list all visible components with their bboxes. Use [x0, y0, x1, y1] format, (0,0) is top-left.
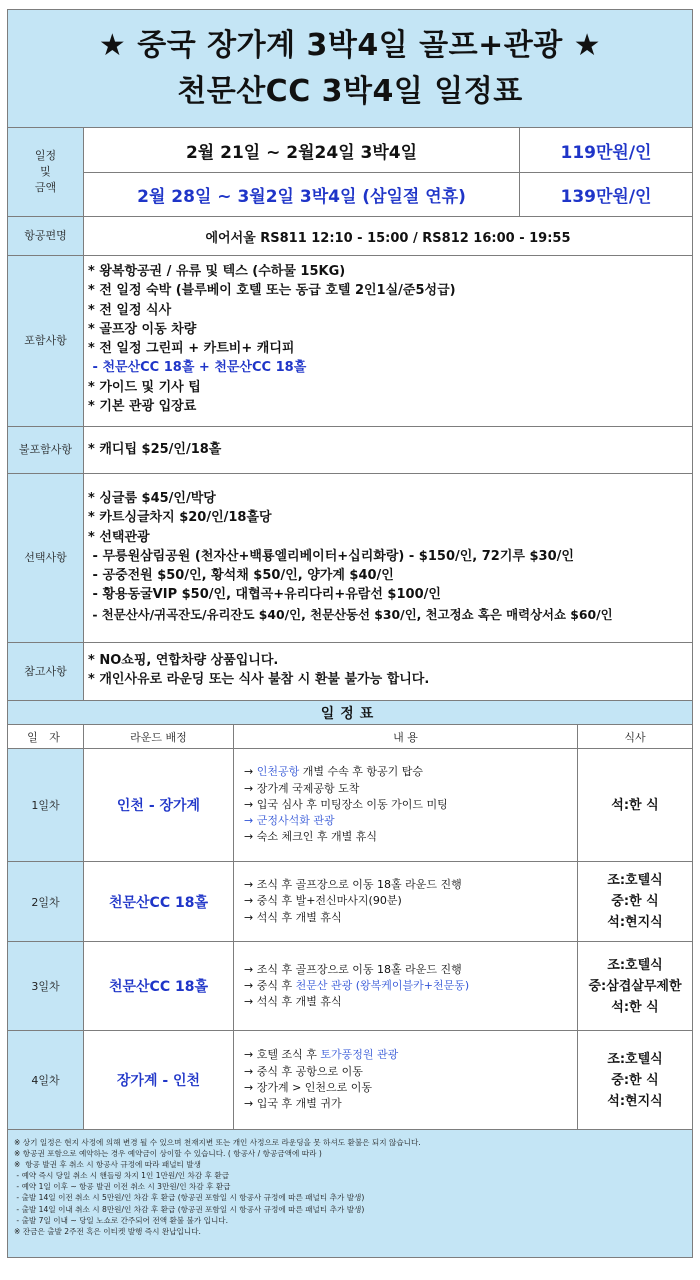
content-text: → 조식 후 골프장으로 이동 18홀 라운드 진행: [244, 878, 462, 892]
flight-section: [8, 216, 692, 255]
footer-note: - 출발 14일 이전 취소 시 5만원/인 차감 후 환급 (항공권 포함일 시 항공사 규정에 따른 패널티 추가 발생): [14, 1193, 365, 1203]
meal-item: 석:한 식: [611, 797, 659, 813]
content-text: → 입국 후 개별 귀가: [244, 1097, 342, 1111]
title-line-1: ★ 중국 장가계 3박4일 골프+관광 ★: [98, 27, 602, 63]
list-item: * 전 일정 숙박 (블루베이 호텔 또는 동급 호텔 2인1실/준5성급): [88, 283, 456, 299]
content-line: [244, 893, 402, 909]
optional-label: 선택사항: [8, 474, 84, 642]
content-line: [244, 877, 462, 893]
list-item: * 기본 관광 입장료: [88, 399, 197, 415]
content-text: → 장가계 > 인천으로 이동: [244, 1081, 373, 1094]
day-content: [234, 862, 578, 941]
included-list: [84, 256, 692, 426]
list-item: * 가이드 및 기사 팁: [88, 379, 201, 395]
day-label: 3일차: [8, 942, 84, 1030]
notes-label: 참고사항: [8, 643, 84, 700]
table-row: [8, 941, 692, 1030]
content-line: [244, 1047, 398, 1063]
list-item: - 천문산사/귀곡잔도/유리잔도 $40/인, 천문산동선 $30/인, 천고정쇼 혹은 매력상서쇼 $60/인: [88, 606, 613, 622]
optional-section: [8, 473, 692, 642]
list-item: * 전 일정 그린피 + 카트비+ 캐디피: [88, 341, 295, 357]
excluded-section: [8, 426, 692, 473]
flight-value: 에어서울 RS811 12:10 - 15:00 / RS812 16:00 - 19:55: [205, 230, 571, 246]
footer-note: - 출발 7일 이내 ~ 당일 노쇼로 간주되어 전액 환불 불가 입니다.: [14, 1215, 229, 1225]
footer-notes: [8, 1129, 692, 1257]
footer-note: ※ 잔금은 출발 2주전 혹은 이티켓 발행 즉시 완납입니다.: [14, 1226, 201, 1236]
content-text: → 장가계 국제공항 도착: [244, 781, 360, 795]
footer-note: - 예약 즉시 당일 취소 시 핸들링 차지 1인 1만원/인 차감 후 환급: [14, 1171, 230, 1181]
pricing-option: [84, 128, 692, 172]
list-item: * 선택관광: [88, 529, 150, 545]
content-line: [244, 829, 377, 845]
content-line: [244, 813, 335, 829]
table-row: [8, 861, 692, 941]
list-item: - 천문산CC 18홀 + 천문산CC 18홀: [88, 360, 307, 376]
day-label: 4일차: [8, 1031, 84, 1129]
meals: [578, 942, 692, 1030]
footer-note: - 출발 14일 이내 취소 시 8만원/인 차감 후 환급 (항공권 포함일 시 항공사 규정에 따른 패널티 추가 발생): [14, 1204, 365, 1214]
day-content: [234, 1031, 578, 1129]
list-item: - 황용동굴VIP $50/인, 대협곡+유리다리+유람선 $100/인: [88, 587, 441, 603]
list-item: * 카트싱글차지 $20/인/18홀당: [88, 510, 272, 526]
meal-item: 중:삼겹살무제한: [588, 978, 682, 994]
column-header-day: 일 자: [8, 725, 84, 748]
content-line: [244, 978, 469, 994]
meals: [578, 749, 692, 861]
content-line: [244, 1064, 363, 1080]
round-assignment: 천문산CC 18홀: [84, 942, 234, 1030]
notes-list: [84, 643, 692, 700]
meals: [578, 862, 692, 941]
column-header-meals: 식사: [624, 730, 646, 744]
content-highlight: 토가풍정원 관광: [320, 1048, 399, 1062]
content-highlight: 인천공항: [256, 765, 300, 779]
pricing-section: [8, 127, 692, 216]
footer-note: ※ 항공권 포함으로 예약하는 경우 예약금이 상이할 수 있습니다. ( 항공사 / 항공금액에 따라 ): [14, 1149, 322, 1159]
content-text: → 중식 후 공항으로 이동: [244, 1064, 363, 1078]
pricing-label-line: 및: [40, 165, 51, 178]
footer-note: ※ 항공 발권 후 취소 시 항공사 규정에 따라 패널티 발생: [14, 1160, 201, 1170]
option-price: 119만원/인: [560, 142, 652, 163]
included-label: 포함사항: [8, 256, 84, 426]
pricing-options: [84, 128, 692, 216]
optional-list: [84, 474, 692, 642]
content-highlight: → 군정사석화 관광: [244, 814, 335, 828]
meal-item: 조:호텔식: [607, 1051, 663, 1067]
content-text: → 중식 후 발+전신마사지(90분): [244, 894, 402, 908]
meal-item: 중:한 식: [611, 1072, 659, 1088]
title-line-2: 천문산CC 3박4일 일정표: [177, 73, 523, 109]
list-item: * 왕복항공권 / 유류 및 텍스 (수하물 15KG): [88, 264, 346, 279]
included-section: [8, 255, 692, 426]
schedule-header-row: [8, 724, 692, 748]
flight-label: 항공편명: [8, 217, 84, 255]
content-text: →: [244, 765, 257, 779]
schedule-title: 일정표: [8, 700, 692, 724]
content-text: → 입국 심사 후 미팅장소 이동 가이드 미팅: [244, 797, 448, 811]
content-line: [244, 910, 342, 926]
content-line: [244, 962, 462, 978]
content-text: → 조식 후 골프장으로 이동 18홀 라운드 진행: [244, 962, 462, 976]
list-item: * 전 일정 식사: [88, 302, 172, 318]
content-line: [244, 797, 448, 813]
list-item: * 골프장 이동 차량: [88, 321, 197, 337]
day-label: 2일차: [8, 862, 84, 941]
option-dates: 2월 28일 ~ 3월2일 3박4일 (삼일절 연휴): [84, 173, 520, 216]
meal-item: 석:현지식: [607, 915, 663, 930]
content-line: [244, 764, 423, 780]
notes-section: [8, 642, 692, 700]
content-highlight: 천문산 관광 (왕복케이블카+천문동): [295, 978, 470, 992]
document-title: [8, 10, 692, 127]
round-assignment: 인천 - 장가계: [84, 749, 234, 861]
pricing-label: [8, 128, 84, 216]
footer-note: - 예약 1일 이후 ~ 항공 발권 이전 취소 시 3만원/인 차감 후 환급: [14, 1182, 231, 1192]
pricing-label-line: 일정: [34, 149, 57, 162]
meal-item: 중:한 식: [611, 894, 659, 909]
option-price: 139만원/인: [560, 187, 652, 207]
excluded-label: 불포함사항: [8, 427, 84, 473]
day-label: 1일차: [8, 749, 84, 861]
column-header-content: 내 용: [234, 725, 578, 748]
content-line: [244, 1080, 372, 1096]
option-dates: 2월 21일 ~ 2월24일 3박4일: [84, 128, 520, 172]
list-item: - 무릉원삼림공원 (천자산+백룡엘리베이터+십리화랑) - $150/인, 72기루 $30/인: [88, 548, 574, 564]
content-text: → 석식 후 개별 휴식: [244, 995, 342, 1009]
content-text: → 중식 후: [244, 978, 296, 992]
content-text: → 숙소 체크인 후 개별 휴식: [244, 830, 377, 844]
meals: [578, 1031, 692, 1129]
excluded-list: [84, 427, 692, 473]
day-content: [234, 942, 578, 1030]
content-text: 개별 수속 후 항공기 탑승: [299, 765, 423, 779]
content-text: → 호텔 조식 후: [244, 1048, 321, 1062]
pricing-label-line: 금액: [34, 181, 57, 194]
table-row: [8, 748, 692, 861]
column-header-round: 라운드 배정: [84, 725, 234, 748]
pricing-option: [84, 172, 692, 216]
footer-note: ※ 상기 일정은 현지 사정에 의해 변경 될 수 있으며 천재지변 또는 개인 사정으로 라운딩을 못 하셔도 환불은 되지 않습니다.: [14, 1138, 421, 1147]
meal-item: 석:한 식: [611, 999, 659, 1015]
meal-item: 조:호텔식: [607, 873, 663, 888]
list-item: * NO쇼핑, 연합차량 상품입니다.: [88, 653, 279, 668]
content-line: [244, 994, 342, 1010]
content-text: → 석식 후 개별 휴식: [244, 910, 342, 924]
content-line: [244, 1096, 342, 1112]
meal-item: 석:현지식: [607, 1093, 663, 1109]
list-item: * 싱글룸 $45/인/박당: [88, 491, 216, 506]
list-item: * 개인사유로 라운딩 또는 식사 불참 시 환불 불가능 합니다.: [88, 672, 430, 688]
table-row: [8, 1030, 692, 1129]
round-assignment: 장가계 - 인천: [84, 1031, 234, 1129]
day-content: [234, 749, 578, 861]
round-assignment: 천문산CC 18홀: [84, 862, 234, 941]
meal-item: 조:호텔식: [607, 957, 663, 973]
list-item: * 캐디팁 $25/인/18홀: [88, 442, 222, 457]
itinerary-document: [7, 9, 693, 1258]
list-item: - 공중전원 $50/인, 황석채 $50/인, 양가계 $40/인: [88, 568, 394, 584]
content-line: [244, 781, 359, 797]
